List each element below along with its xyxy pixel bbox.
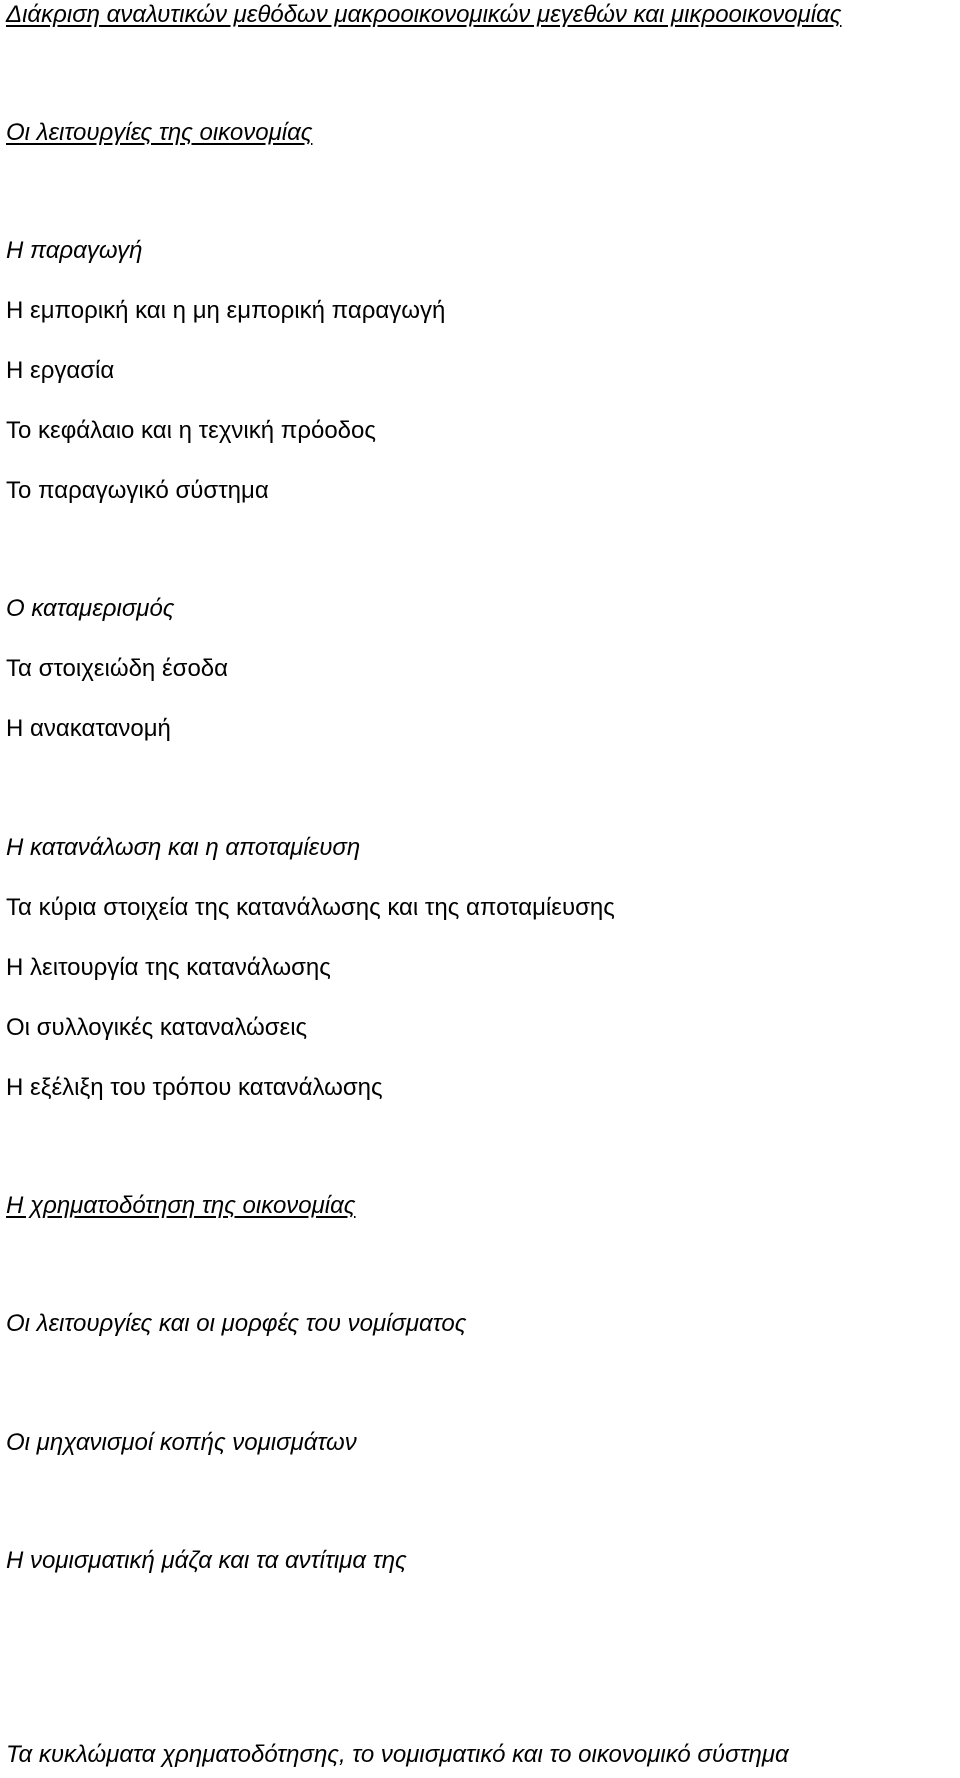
- list-item: Η εξέλιξη του τρόπου κατανάλωσης: [6, 1074, 383, 1101]
- section-heading-financing: Η χρηματοδότηση της οικονομίας: [6, 1192, 356, 1219]
- subheading-production: Η παραγωγή: [6, 237, 143, 264]
- list-item: Τα κύρια στοιχεία της κατανάλωσης και της αποταμίευσης: [6, 894, 615, 921]
- subheading-money-mass: Η νομισματική μάζα και τα αντίτιμα της: [6, 1547, 407, 1574]
- list-item: Οι συλλογικές καταναλώσεις: [6, 1014, 308, 1041]
- subheading-consumption: Η κατανάλωση και η αποταμίευση: [6, 834, 361, 861]
- subheading-money-functions: Οι λειτουργίες και οι μορφές του νομίσματος: [6, 1310, 467, 1337]
- list-item: Η λειτουργία της κατανάλωσης: [6, 954, 331, 981]
- document-title: Διάκριση αναλυτικών μεθόδων μακροοικονομικών μεγεθών και μικροοικονομίας: [6, 1, 842, 28]
- subheading-minting: Οι μηχανισμοί κοπής νομισμάτων: [6, 1429, 357, 1456]
- list-item: Η ανακατανομή: [6, 715, 171, 742]
- section-heading-functions: Οι λειτουργίες της οικονομίας: [6, 119, 313, 146]
- list-item: Η εμπορική και η μη εμπορική παραγωγή: [6, 297, 446, 324]
- list-item: Το κεφάλαιο και η τεχνική πρόοδος: [6, 417, 376, 444]
- list-item: Το παραγωγικό σύστημα: [6, 477, 269, 504]
- list-item: Η εργασία: [6, 357, 115, 384]
- subheading-financing-circuits: Τα κυκλώματα χρηματοδότησης, το νομισματικό και το οικονομικό σύστημα: [6, 1741, 789, 1768]
- subheading-distribution: Ο καταμερισμός: [6, 595, 175, 622]
- list-item: Τα στοιχειώδη έσοδα: [6, 655, 229, 682]
